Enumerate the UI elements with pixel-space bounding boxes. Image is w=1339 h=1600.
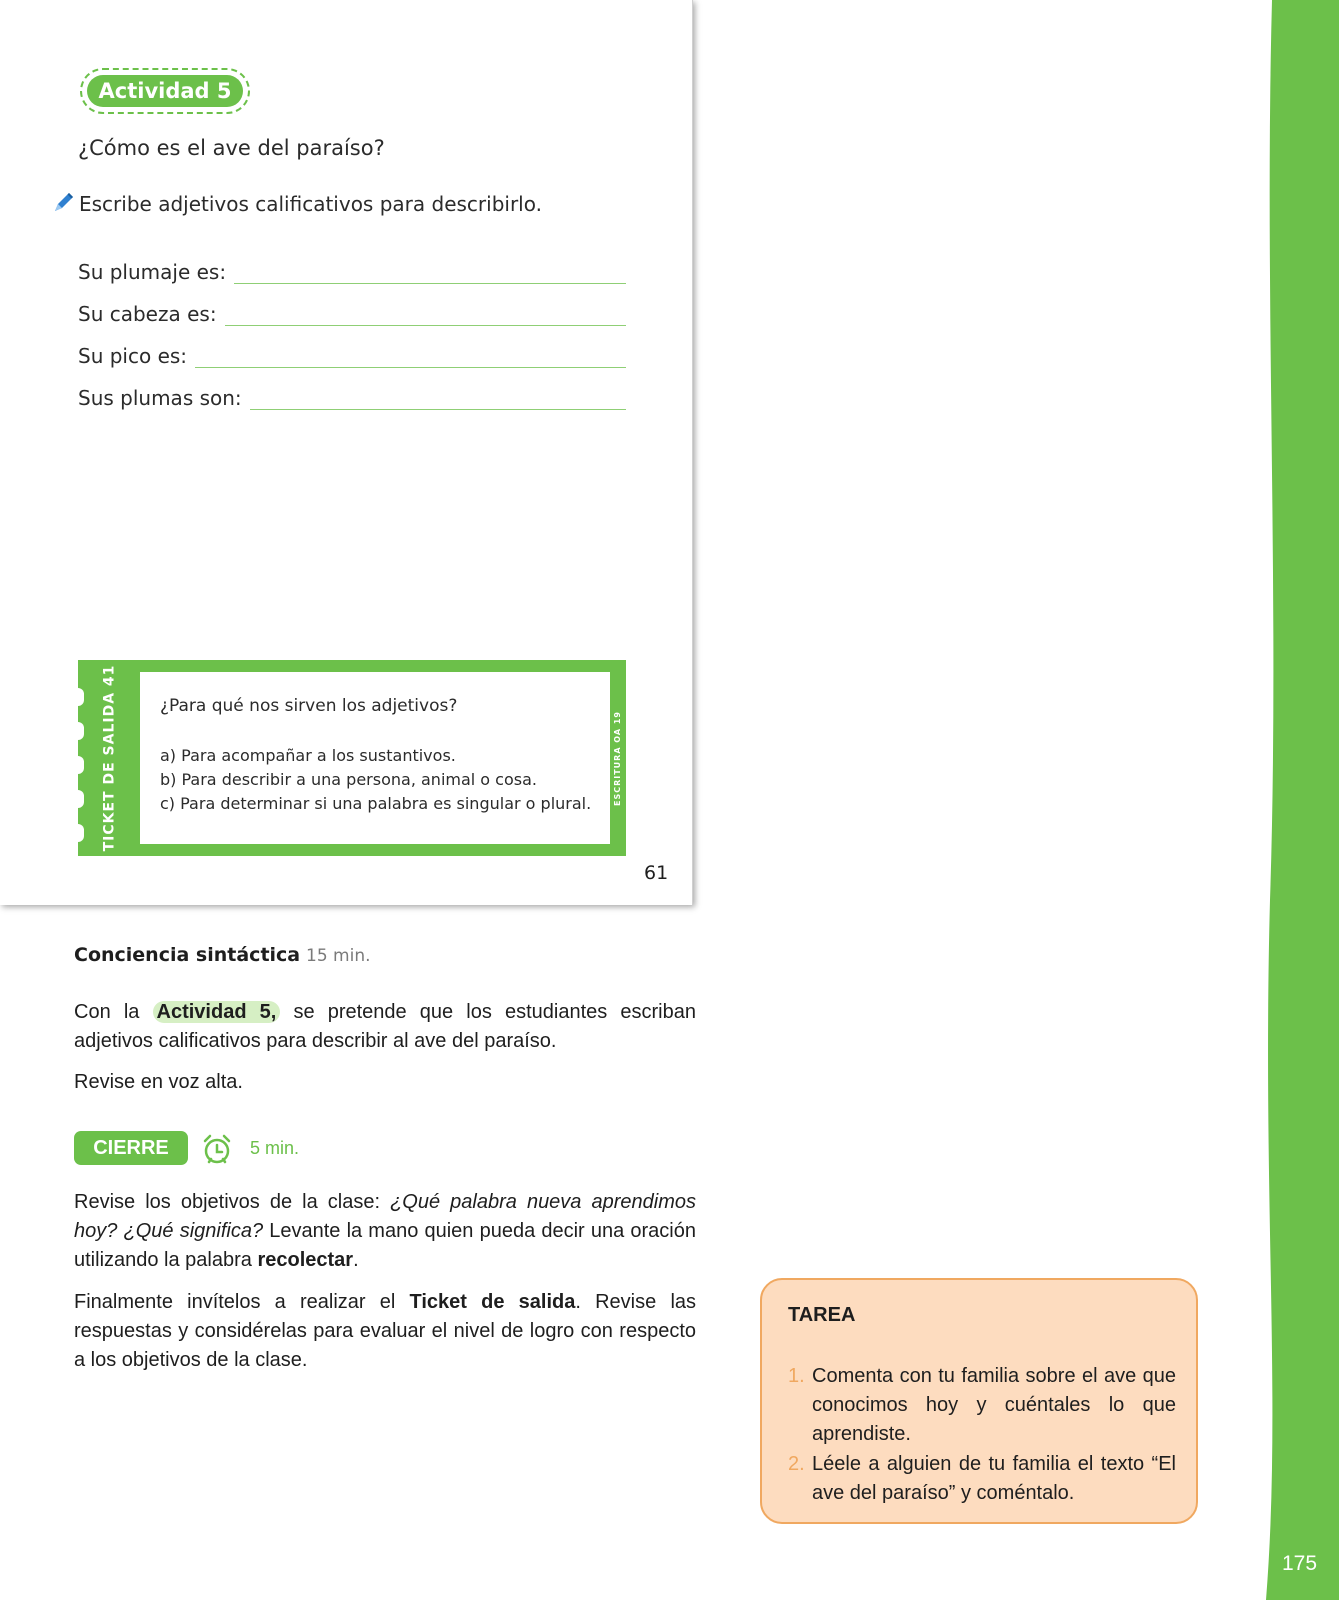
answer-line[interactable]: [195, 349, 626, 368]
workbook-question: ¿Cómo es el ave del paraíso?: [78, 136, 385, 160]
field-label: Sus plumas son:: [78, 386, 242, 410]
exit-ticket: [78, 660, 626, 856]
field-label: Su pico es:: [78, 344, 188, 368]
italic-text: ¿Qué palabra nueva aprendimos hoy? ¿Qué significa?: [74, 1191, 696, 1242]
answer-line[interactable]: [234, 265, 626, 284]
homework-box: [760, 1278, 1198, 1524]
activity-highlight: Actividad 5,: [153, 1001, 281, 1023]
answer-line[interactable]: [225, 307, 626, 326]
section-paragraph-2: Revise en voz alta.: [74, 1071, 243, 1093]
item-text: Léele a alguien de tu familia el texto “El ave del paraíso” y coméntalo.: [812, 1453, 1176, 1504]
bold-text: recolectar: [257, 1249, 354, 1271]
text: Revise los objetivos de la clase:: [74, 1191, 391, 1213]
ticket-tag-label: ESCRITURA OA 19: [613, 710, 623, 806]
green-side-band: [1262, 0, 1339, 1600]
answer-line[interactable]: [250, 391, 626, 410]
field-pico[interactable]: [78, 344, 626, 368]
pencil-icon: [52, 190, 76, 214]
section-title: Conciencia sintáctica: [74, 944, 301, 966]
field-plumaje[interactable]: [78, 260, 626, 284]
cierre-badge: CIERRE: [74, 1131, 188, 1165]
alarm-clock-icon: [200, 1132, 234, 1166]
homework-item: [788, 1362, 1176, 1449]
ticket-question: ¿Para qué nos sirven los adjetivos?: [160, 696, 458, 716]
cierre-paragraph-2: [74, 1288, 696, 1375]
workbook-instruction: Escribe adjetivos calificativos para describirlo.: [79, 192, 542, 216]
workbook-page-number: 61: [644, 862, 669, 884]
item-number: 1.: [788, 1365, 805, 1387]
bold-text: Ticket de salida: [409, 1291, 576, 1313]
activity-badge-label: Actividad 5: [87, 75, 243, 107]
ticket-body: [140, 672, 610, 844]
field-label: Su cabeza es:: [78, 302, 217, 326]
item-number: 2.: [788, 1453, 805, 1475]
ticket-option-c[interactable]: c) Para determinar si una palabra es singular o plural.: [160, 794, 592, 813]
workbook-page: [0, 0, 693, 905]
activity-badge: [80, 68, 250, 114]
field-plumas[interactable]: [78, 386, 626, 410]
cierre-paragraph-1: [74, 1188, 696, 1275]
item-text: Comenta con tu familia sobre el ave que conocimos hoy y cuéntales lo que aprendiste.: [812, 1365, 1176, 1445]
cierre-time: 5 min.: [250, 1138, 300, 1158]
text: Con la: [74, 1001, 153, 1023]
ticket-side: [78, 660, 140, 856]
ticket-side-label: TICKET DE SALIDA 41: [101, 664, 118, 852]
text: Levante la mano quien pueda decir una oración utilizando la palabra: [74, 1220, 696, 1271]
section-time: 15 min.: [306, 946, 371, 966]
ticket-option-b[interactable]: b) Para describir a una persona, animal o cosa.: [160, 770, 537, 789]
text: . Revise las respuestas y considérelas para evaluar el nivel de logro con respecto a los objetivos de la clase.: [74, 1291, 697, 1371]
text: se pretende que los estudiantes escriban adjetivos calificativos para describir al ave del paraíso.: [74, 1001, 696, 1052]
field-label: Su plumaje es:: [78, 260, 227, 284]
text: Finalmente invítelos a realizar el: [74, 1291, 410, 1313]
field-cabeza[interactable]: [78, 302, 626, 326]
ticket-option-a[interactable]: a) Para acompañar a los sustantivos.: [160, 746, 456, 765]
ticket-tag: [610, 660, 626, 856]
homework-item: [788, 1450, 1176, 1508]
page-number: 175: [1282, 1552, 1318, 1575]
homework-title: TAREA: [788, 1304, 856, 1326]
text: .: [353, 1249, 359, 1271]
section-paragraph: [74, 998, 696, 1056]
